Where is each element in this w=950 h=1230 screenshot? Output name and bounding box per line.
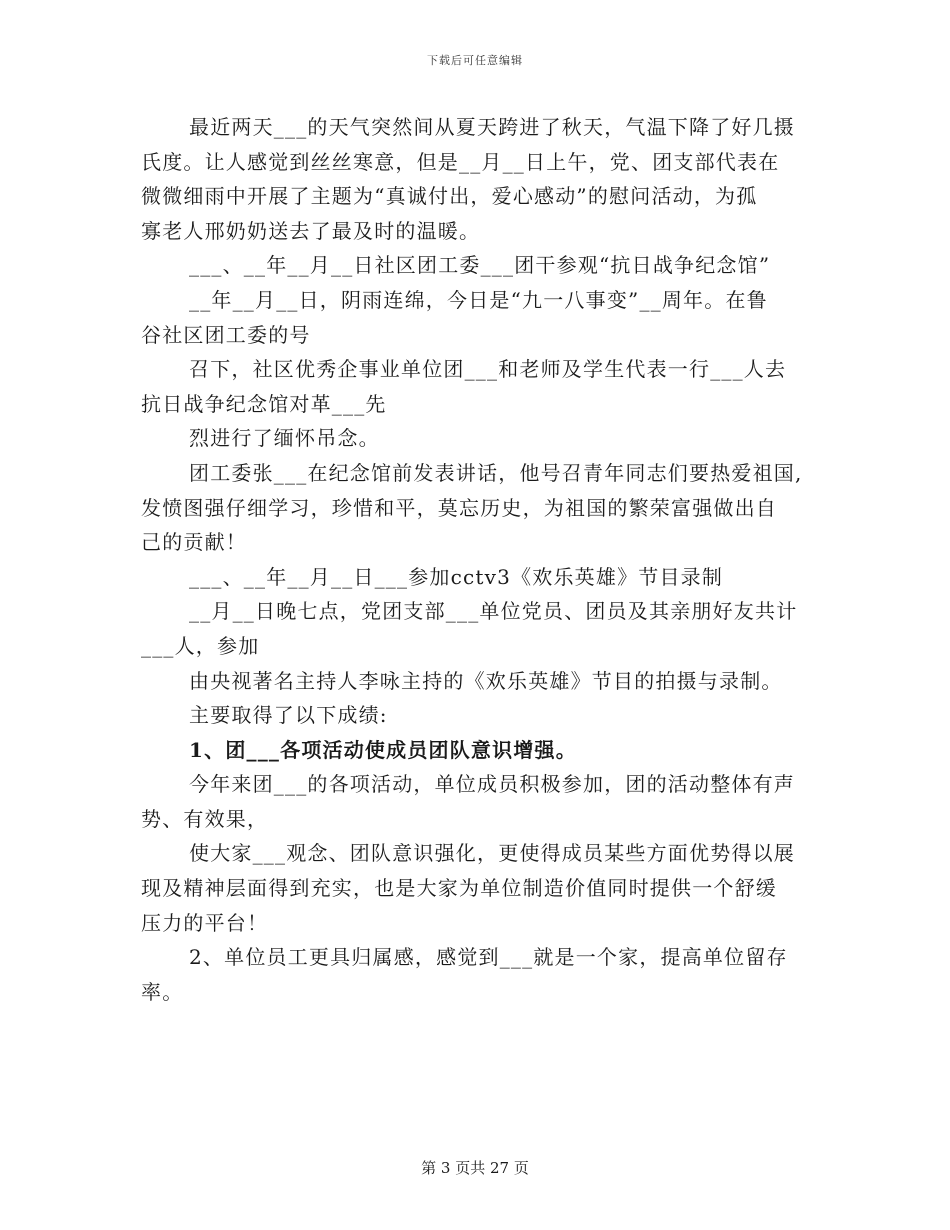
text-line: 2、单位员工更具归属感，感觉到___就是一个家，提高单位留存 [189, 945, 788, 970]
text-line: ___、__年__月__日社区团工委___团干参观“抗日战争纪念馆” [189, 253, 771, 278]
text-line: 率。 [141, 979, 184, 1004]
text-line: 势、有效果， [141, 806, 269, 831]
text-line: 抗日战争纪念馆对革___先 [141, 391, 387, 416]
text-line: 压力的平台！ [141, 910, 269, 935]
document-body [141, 110, 821, 1009]
text-line: 1、团___各项活动使成员团队意识增强。 [189, 737, 577, 762]
text-line: 己的贡献！ [141, 530, 247, 555]
text-line: 烈进行了缅怀吊念。 [189, 426, 380, 451]
text-line: 现及精神层面得到充实，也是大家为单位制造价值同时提供一个舒缓 [141, 876, 777, 901]
text-line: ___人，参加 [141, 633, 260, 658]
text-line: 团工委张___在纪念馆前发表讲话，他号召青年同志们要热爱祖国, [189, 460, 803, 485]
text-line: 最近两天___的天气突然间从夏天跨进了秋天，气温下降了好几摄 [189, 115, 795, 139]
text-line: ___、__年__月__日___参加cctv3《欢乐英雄》节目录制 [189, 564, 724, 589]
text-line: 发愤图强仔细学习，珍惜和平，莫忘历史，为祖国的繁荣富强做出自 [141, 495, 777, 520]
text-line: 氏度。让人感觉到丝丝寒意，但是__月__日上午，党、团支部代表在 [141, 149, 780, 174]
text-line: 主要取得了以下成绩: [189, 703, 388, 728]
text-line: 今年来团___的各项活动，单位成员积极参加，团的活动整体有声 [189, 772, 795, 797]
text-line: 寡老人邢奶奶送去了最及时的温暖。 [141, 218, 481, 243]
page-footer: 第 3 页共 27 页 [421, 1159, 529, 1177]
text-line: 由央视著名主持人李咏主持的《欢乐英雄》节目的拍摄与录制。 [189, 668, 783, 693]
text-line: __月__日晚七点，党团支部___单位党员、团员及其亲朋好友共计 [189, 599, 798, 624]
text-line: 召下，社区优秀企事业单位团___和老师及学生代表一行___人去 [189, 357, 787, 382]
text-line: 谷社区团工委的号 [141, 322, 311, 347]
page-header: 下载后可任意编辑 [427, 54, 523, 67]
text-line: 微微细雨中开展了主题为“真诚付出，爱心感动”的慰问活动，为孤 [141, 184, 758, 209]
text-line: 使大家___观念、团队意识强化，更使得成员某些方面优势得以展 [189, 841, 795, 866]
text-line: __年__月__日，阴雨连绵，今日是“九一八事变”__周年。在鲁 [189, 287, 768, 312]
